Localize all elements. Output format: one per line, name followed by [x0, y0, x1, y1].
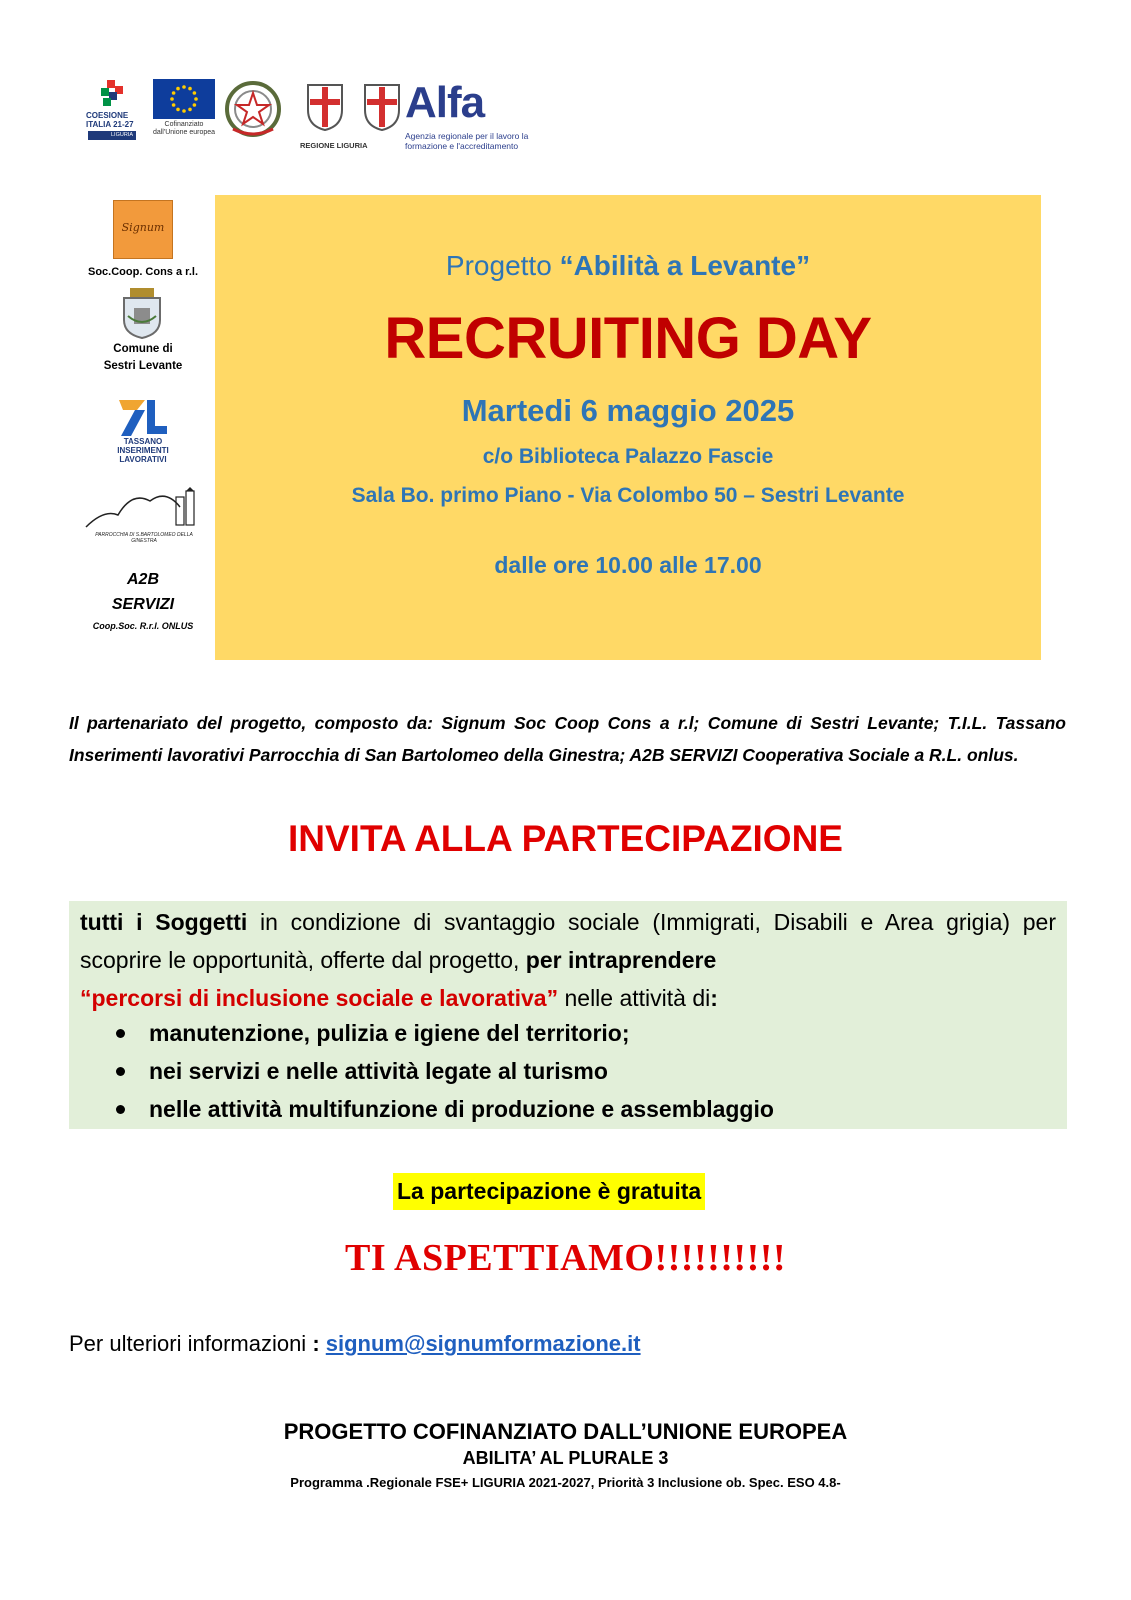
closing-text: TI ASPETTIAMO!!!!!!!!!! [344, 1237, 787, 1279]
bullet-icon [116, 1029, 125, 1038]
footer-line2: ABILITA’ AL PLURALE 3 [462, 1448, 669, 1468]
bullet-icon [116, 1067, 125, 1076]
tassano-caption-line2: INSERIMENTI [117, 446, 169, 455]
parrocchia-caption: PARROCCHIA DI S.BARTOLOMEO DELLA GINESTRA [95, 532, 193, 544]
target-bold2: per intraprendere [525, 947, 717, 973]
target-text1: in condizione di svantaggio sociale (Immigrati, Disabili e Area grigia) per scoprire le opportunità, offerte dal progetto, [80, 909, 1056, 973]
target-text3: nelle attività di [558, 985, 711, 1011]
eu-flag-icon [153, 79, 215, 119]
partnership-paragraph: Il partenariato del progetto, composto da: Signum Soc Coop Cons a r.l; Comune di Sestri Levante; T.I.L. Tassano Inserimenti lavorativi Parrocchia di San Bartolomeo della Ginestra; A2B SERVIZI Cooperativa Sociale a R.L. onlus. [69, 713, 1066, 765]
project-name: “Abilità a Levante” [559, 250, 811, 281]
target-box [69, 901, 1067, 1129]
list-item [69, 1052, 1067, 1090]
coesione-region: LIGURIA [110, 132, 133, 138]
coesione-line1: COESIONE [86, 111, 129, 120]
contact-label: Per ulteriori informazioni [69, 1331, 313, 1356]
eu-caption: Cofinanziato dall'Unione europea [152, 121, 216, 136]
regione-caption: REGIONE LIGURIA [300, 141, 368, 150]
target-paragraph [80, 903, 1056, 1017]
contact-colon: : [312, 1331, 326, 1356]
list-item-text: manutenzione, pulizia e igiene del territorio; [149, 1020, 630, 1046]
event-box [215, 195, 1041, 660]
project-line [215, 250, 1041, 282]
target-lead: tutti i Soggetti [80, 909, 248, 935]
bullet-icon [116, 1105, 125, 1114]
target-red-text: “percorsi di inclusione sociale e lavorativa” [80, 985, 559, 1011]
coesione-line2: ITALIA 21-27 [86, 120, 134, 129]
regione-liguria-shield-icon [305, 82, 345, 132]
list-item-text: nei servizi e nelle attività legate al turismo [149, 1058, 608, 1084]
contact-line [69, 1331, 641, 1357]
contact-email-link[interactable]: signum@signumformazione.it [325, 1331, 641, 1356]
target-colon: : [710, 985, 718, 1011]
event-date: Martedi 6 maggio 2025 [461, 393, 795, 428]
signum-logo [113, 200, 173, 259]
tassano-caption-line1: TASSANO [123, 437, 163, 446]
coesione-italia-logo [86, 80, 146, 142]
activity-list [69, 1014, 1067, 1128]
a2b-caption-line2: SERVIZI [111, 596, 175, 613]
a2b-caption-line3: Coop.Soc. R.r.l. ONLUS [92, 621, 194, 631]
tassano-logo-icon [115, 396, 169, 438]
comune-crest-icon [120, 286, 164, 340]
event-venue: c/o Biblioteca Palazzo Fascie [482, 445, 774, 468]
invite-title: INVITA ALLA PARTECIPAZIONE [288, 818, 843, 859]
event-hours: dalle ore 10.00 alle 17.00 [494, 552, 762, 578]
signum-logo-text: Signum [121, 221, 165, 234]
free-participation-note: La partecipazione è gratuita [393, 1173, 705, 1210]
italian-republic-emblem-icon [223, 79, 283, 139]
footer-line1: PROGETTO COFINANZIATO DALL’UNIONE EUROPEA [283, 1419, 848, 1444]
project-prefix: Progetto [445, 250, 560, 281]
comune-caption-line1: Comune di [113, 343, 173, 355]
list-item-text: nelle attività multifunzione di produzione e assemblaggio [149, 1096, 774, 1122]
alfa-logo-text: Alfa [405, 78, 485, 127]
signum-caption: Soc.Coop. Cons a r.l. [87, 266, 199, 278]
list-item [69, 1014, 1067, 1052]
parrocchia-logo-icon [84, 487, 202, 533]
coesione-region-band [88, 131, 136, 140]
coesione-mark-icon [98, 80, 124, 108]
tassano-caption-line3: LAVORATIVI [119, 455, 167, 464]
footer-line3: Programma .Regionale FSE+ LIGURIA 2021-2027, Priorità 3 Inclusione ob. Spec. ESO 4.8- [290, 1475, 841, 1490]
alfa-shield-icon [362, 82, 402, 132]
list-item [69, 1090, 1067, 1128]
a2b-caption-line1: A2B [126, 571, 159, 588]
event-title: RECRUITING DAY [384, 306, 872, 371]
alfa-subtitle: Agenzia regionale per il lavoro la formazione e l'accreditamento [405, 131, 529, 151]
event-room: Sala Bo. primo Piano - Via Colombo 50 – Sestri Levante [351, 484, 905, 507]
comune-caption-line2: Sestri Levante [103, 360, 183, 372]
